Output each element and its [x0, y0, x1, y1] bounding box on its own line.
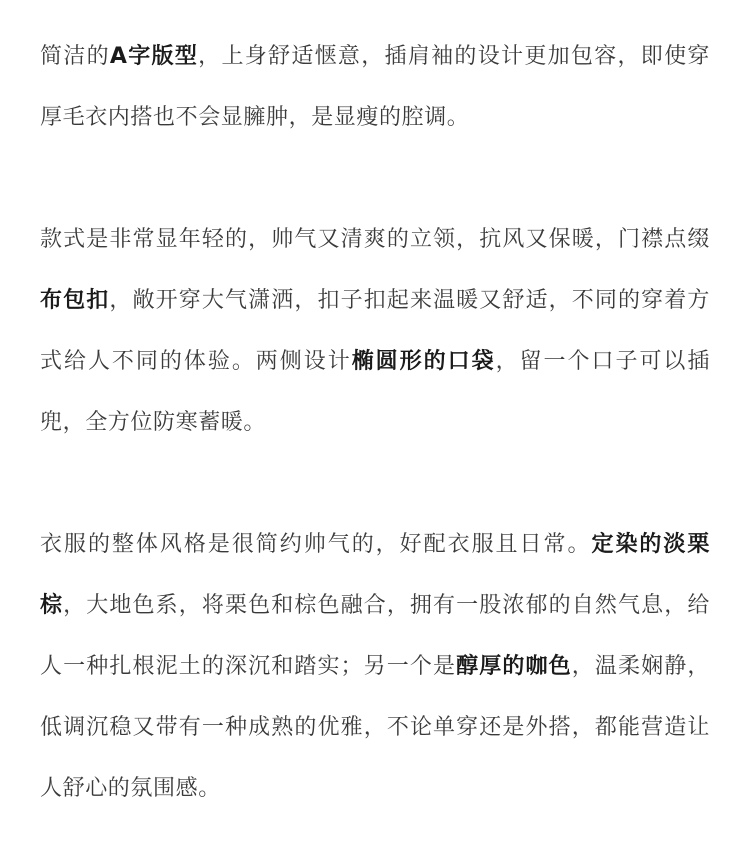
highlight-rich-coffee: 醇厚的咖色	[456, 654, 572, 679]
highlight-fabric-buttons: 布包扣	[40, 288, 110, 313]
text-segment: 款式是非常显年轻的，帅气又清爽的立领，抗风又保暖，门襟点缀	[40, 227, 710, 252]
text-segment: ，留一个口子可以插兜，全方位防寒蓄暖。	[40, 349, 710, 435]
highlight-chestnut-brown: 定染的淡栗棕	[40, 532, 710, 618]
highlight-a-line-cut: A字版型	[109, 44, 199, 69]
text-segment: ，敞开穿大气潇洒，扣子扣起来温暖又舒适，不同的穿着方式给人不同的体验。两侧设计	[40, 288, 710, 374]
text-segment: 衣服的整体风格是很简约帅气的，好配衣服且日常。	[40, 532, 592, 557]
paragraph-style-details	[40, 209, 710, 453]
paragraph-silhouette	[40, 26, 710, 148]
text-segment: ，大地色系，将栗色和棕色融合，拥有一股浓郁的自然气息，给人一种扎根泥土的深沉和踏实；另一个是	[40, 593, 710, 679]
paragraph-colors	[40, 514, 710, 819]
text-segment: ，温柔娴静，低调沉稳又带有一种成熟的优雅，不论单穿还是外搭，都能营造让人舒心的氛围感。	[40, 654, 710, 801]
text-segment: ，上身舒适惬意，插肩袖的设计更加包容，即使穿厚毛衣内搭也不会显臃肿，是显瘦的腔调。	[40, 44, 711, 130]
text-segment: 简洁的	[40, 44, 110, 69]
highlight-oval-pockets: 椭圆形的口袋	[351, 349, 496, 374]
